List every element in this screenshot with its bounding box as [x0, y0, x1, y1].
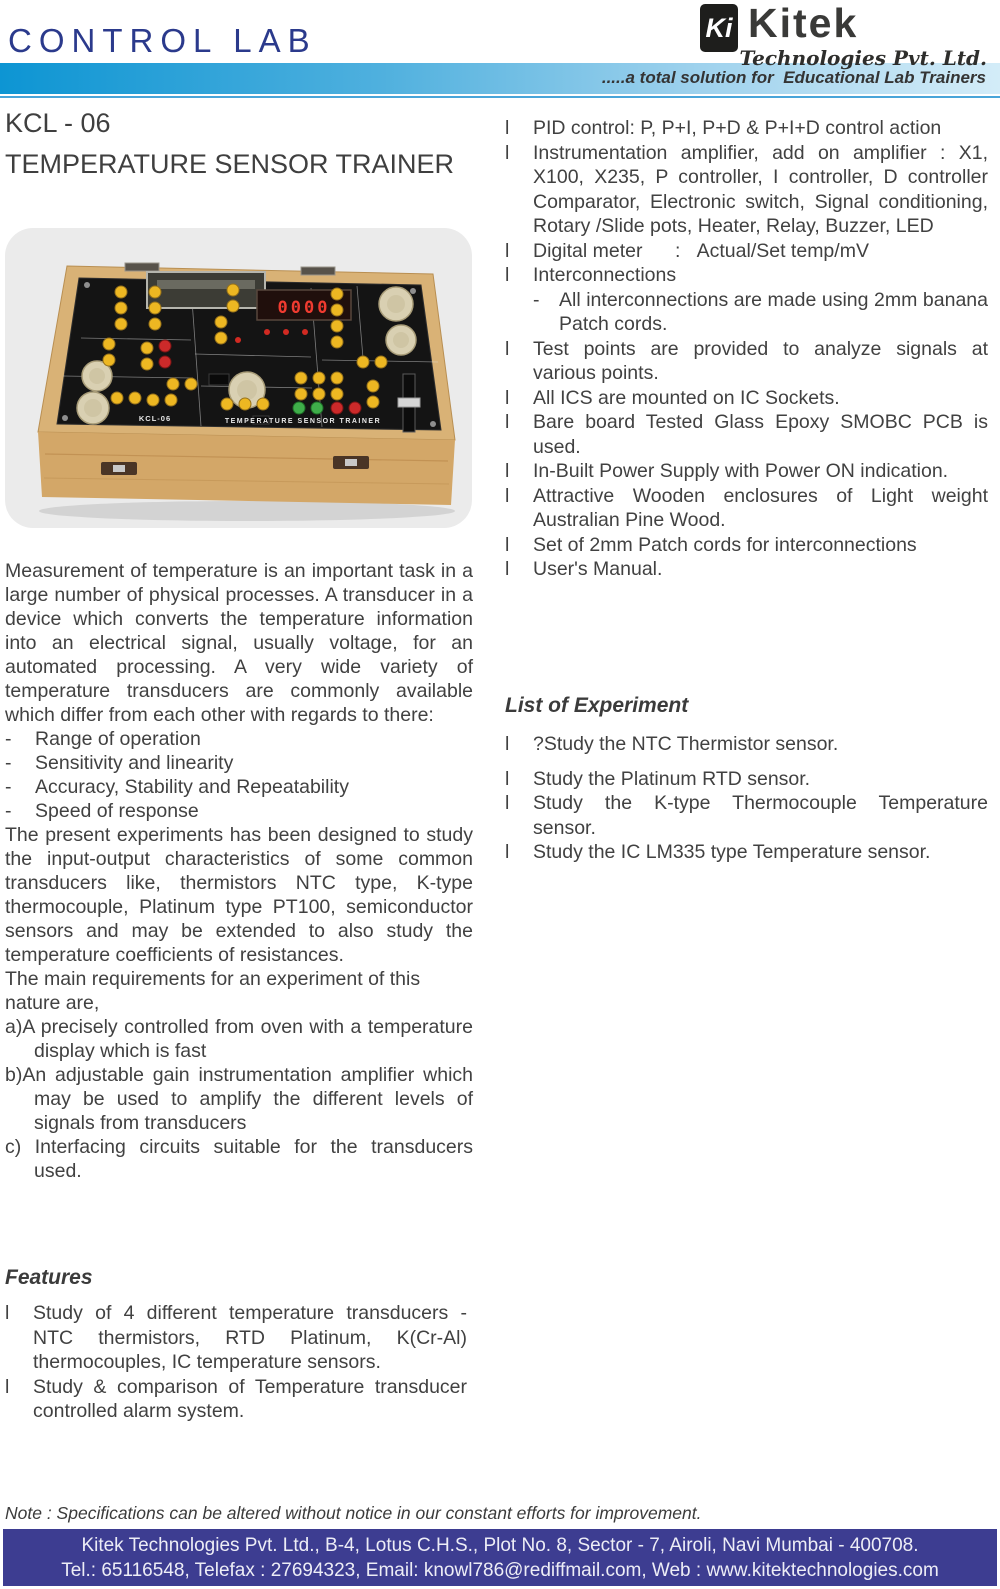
bullet-marker: l — [505, 460, 510, 482]
dash-item-text: Accuracy, Stability and Repeatability — [35, 776, 349, 798]
dash-item — [5, 799, 473, 823]
feature-text: Study of 4 different temperature transducers - NTC thermistors, RTD Platinum, K(Cr-Al) thermocouples, IC temperature sensors. — [33, 1302, 467, 1373]
features-heading: Features — [5, 1266, 93, 1289]
spec-text: All ICS are mounted on IC Sockets. — [533, 386, 840, 409]
spec-text: Test points are provided to analyze signals at various points. — [533, 337, 988, 384]
brand-name: Kitek — [748, 0, 859, 46]
bullet-marker: l — [5, 1302, 10, 1324]
dash-marker: - — [5, 752, 12, 774]
lettered-item-c — [5, 1135, 473, 1183]
bullet-marker: l — [505, 733, 510, 755]
bullet-marker: l — [505, 411, 510, 433]
spec-item — [505, 459, 988, 484]
experiment-item — [505, 791, 988, 840]
product-photo-frame — [5, 228, 472, 528]
experiment-text: Study the IC LM335 type Temperature sensor. — [533, 841, 931, 863]
dash-item-text: Speed of response — [35, 800, 199, 822]
experiments-heading: List of Experiment — [505, 694, 689, 717]
experiment-item — [505, 767, 988, 792]
spec-item — [505, 386, 988, 411]
spec-text: Interconnections — [533, 264, 677, 286]
bullet-marker: l — [505, 792, 510, 814]
brand-subtitle: Technologies Pvt. Ltd. — [739, 46, 987, 70]
lettered-item-a — [5, 1015, 473, 1063]
header-underline — [0, 96, 1000, 98]
display-readout: 0000 — [277, 298, 331, 318]
spec-list — [505, 116, 988, 582]
spec-text: Set of 2mm Patch cords for interconnections — [533, 533, 917, 556]
bullet-marker: l — [505, 484, 510, 507]
spec-item — [505, 557, 988, 582]
product-model: KCL - 06 — [5, 108, 111, 138]
spec-text: User's Manual. — [533, 558, 663, 580]
item-marker: b) — [5, 1064, 23, 1086]
bullet-marker: l — [505, 141, 510, 164]
bullet-marker: l — [505, 533, 510, 556]
control-lab-title: CONTROL LAB — [8, 22, 317, 59]
spec-sub-item — [505, 288, 988, 337]
dash-marker: - — [5, 776, 12, 798]
experiment-item — [505, 840, 988, 865]
dash-item-text: Sensitivity and linearity — [35, 752, 234, 774]
intro-paragraph-2: The present experiments has been designed to study the input-output characteristics of some common transducers like, thermistors NTC type, K-type thermocouple, Platinum type PT100, semiconductor sensors and may be extended to also study the temperature coefficients of resistances. — [5, 824, 473, 966]
spec-sub-text: All interconnections are made using 2mm banana Patch cords. — [559, 288, 988, 335]
panel-model-label: KCL-06 — [138, 414, 172, 423]
trainer-illustration — [5, 228, 472, 528]
footer-contact: Tel.: 65116548, Telefax : 27694323, Email: knowl786@rediffmail.com, Web : www.kitektechnologies.com — [61, 1560, 939, 1581]
footer-address: Kitek Technologies Pvt. Ltd., B-4, Lotus C.H.S., Plot No. 8, Sector - 7, Airoli, Navi Mumbai - 400708. — [81, 1535, 919, 1556]
bullet-marker: l — [505, 239, 510, 262]
lettered-item-b — [5, 1063, 473, 1135]
spec-item — [505, 337, 988, 386]
box-shadow — [39, 501, 455, 521]
bullet-marker: l — [505, 841, 510, 863]
intro-paragraph-1: Measurement of temperature is an important task in a large number of physical processes. A transducer in a device which converts the temperature information into an electrical signal, usually voltage, for an automated processing. A very wide variety of temperature transducers are commonly available which differ from each other with regards to there: — [5, 560, 473, 726]
spec-item — [505, 239, 988, 264]
spec-text: In-Built Power Supply with Power ON indication. — [533, 460, 949, 482]
features-list — [5, 1301, 467, 1424]
feature-text: Study & comparison of Temperature transducer controlled alarm system. — [33, 1375, 467, 1422]
spec-text: Instrumentation amplifier, add on amplifier : X1, X100, X235, P controller, I controller, D controller Comparator, Electronic switch, Signal conditioning, Rotary /Slide pots, Heater, Relay, Buzzer, LED — [533, 141, 988, 237]
dash-item — [5, 751, 473, 775]
dash-marker: - — [533, 288, 540, 311]
dash-item — [5, 727, 473, 751]
spec-item — [505, 484, 988, 533]
product-title: TEMPERATURE SENSOR TRAINER — [5, 149, 455, 179]
bullet-marker: l — [505, 337, 510, 360]
spec-text: PID control: P, P+I, P+D & P+I+D control action — [533, 117, 942, 139]
bullet-marker: l — [505, 386, 510, 409]
bullet-marker: l — [5, 1375, 10, 1398]
bullet-marker: l — [505, 117, 510, 139]
bullet-marker: l — [505, 558, 510, 580]
spec-item — [505, 116, 988, 141]
oven-module — [147, 272, 265, 308]
item-text: A precisely controlled from oven with a temperature display which is fast — [22, 1016, 473, 1062]
spec-text: Digital meter : Actual/Set temp/mV — [533, 239, 869, 262]
spec-item — [505, 533, 988, 558]
intro-section — [5, 559, 473, 1183]
spec-item — [505, 410, 988, 459]
spec-item — [505, 263, 988, 288]
experiment-item — [505, 732, 988, 757]
dash-marker: - — [5, 800, 12, 822]
feature-item — [5, 1375, 467, 1424]
spec-text: Attractive Wooden enclosures of Light weight Australian Pine Wood. — [533, 484, 988, 531]
item-marker: a) — [5, 1016, 23, 1038]
item-marker: c) — [5, 1136, 22, 1158]
item-text: An adjustable gain instrumentation amplifier which may be used to amplify the different levels of signals from transducers — [22, 1064, 473, 1134]
experiment-text: ?Study the NTC Thermistor sensor. — [533, 733, 839, 755]
footer-bar — [3, 1529, 997, 1586]
note-text: Note : Specifications can be altered without notice in our constant efforts for improvement. — [5, 1503, 702, 1523]
experiment-text: Study the Platinum RTD sensor. — [533, 767, 811, 790]
experiments-list — [505, 732, 988, 865]
experiment-text: Study the K-type Thermocouple Temperature sensor. — [533, 792, 988, 839]
spec-item — [505, 141, 988, 239]
brand-tagline: .....a total solution for Educational Lab Trainers — [601, 68, 986, 87]
brand-logo-icon: Ki — [700, 4, 738, 52]
intro-paragraph-3: The main requirements for an experiment of this nature are, — [5, 968, 421, 1014]
dash-marker: - — [5, 728, 12, 750]
panel-title-label: TEMPERATURE SENSOR TRAINER — [224, 418, 382, 425]
dash-item — [5, 775, 473, 799]
item-text: Interfacing circuits suitable for the transducers used. — [21, 1136, 473, 1182]
feature-item — [5, 1301, 467, 1375]
spec-text: Bare board Tested Glass Epoxy SMOBC PCB is used. — [533, 411, 988, 458]
dash-item-text: Range of operation — [35, 728, 201, 750]
bullet-marker: l — [505, 264, 510, 286]
bullet-marker: l — [505, 767, 510, 790]
